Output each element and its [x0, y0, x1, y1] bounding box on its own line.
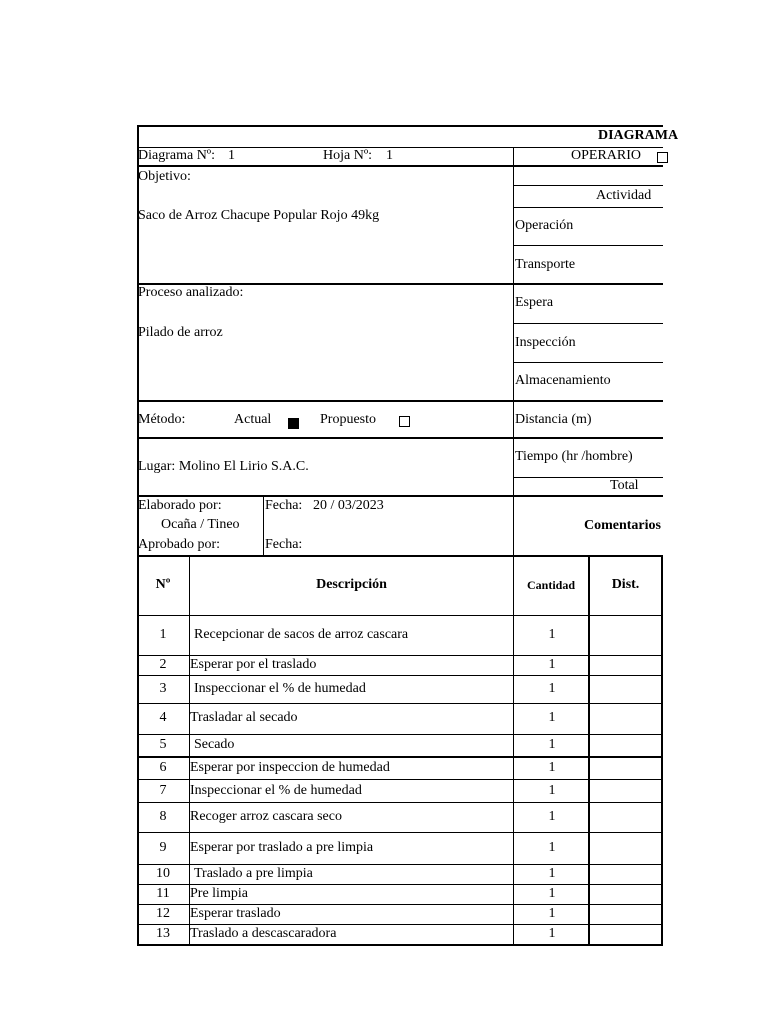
col-header-num: Nº	[155, 577, 171, 592]
row-quantity: 1	[548, 657, 556, 672]
objective-label: Objetivo:	[138, 169, 191, 184]
divider-vertical	[263, 495, 264, 555]
diagram-number: 1	[228, 148, 235, 163]
row-quantity: 1	[548, 866, 556, 881]
method-actual-label: Actual	[234, 412, 272, 427]
divider-vertical	[513, 147, 514, 555]
summary-row-label: Distancia (m)	[515, 412, 592, 427]
row-number: 9	[159, 840, 167, 855]
divider	[513, 362, 663, 363]
divider	[137, 437, 663, 439]
border-bottom	[137, 944, 663, 946]
process-label: Proceso analizado:	[138, 285, 244, 300]
comments-label: Comentarios	[584, 518, 661, 533]
row-line	[137, 756, 663, 758]
summary-row-label: Transporte	[515, 257, 576, 272]
method-proposed-checkbox	[399, 416, 410, 427]
elaborado-label: Elaborado por:	[138, 498, 222, 513]
row-quantity: 1	[548, 710, 556, 725]
row-line	[137, 832, 663, 833]
row-number: 3	[159, 681, 167, 696]
col-line	[513, 555, 514, 946]
row-number: 12	[156, 906, 170, 921]
place-label: Lugar: Molino El Lirio S.A.C.	[138, 459, 309, 474]
fecha-value: 20 / 03/2023	[313, 498, 384, 513]
sheet-number: 1	[386, 148, 393, 163]
operario-label: OPERARIO	[571, 148, 642, 163]
fecha-label: Fecha:	[265, 498, 303, 513]
row-quantity: 1	[548, 783, 556, 798]
process-value: Pilado de arroz	[138, 325, 223, 340]
col-line	[661, 555, 663, 946]
row-number: 8	[159, 809, 167, 824]
summary-row-label: Operación	[515, 218, 574, 233]
diagram-title: DIAGRAMA	[598, 128, 679, 143]
row-quantity: 1	[548, 681, 556, 696]
total-label: Total	[610, 478, 639, 493]
process-diagram-sheet	[137, 125, 679, 946]
row-number: 2	[159, 657, 167, 672]
row-description: Esperar por inspeccion de humedad	[190, 760, 390, 775]
row-description: Pre limpia	[190, 886, 248, 901]
row-quantity: 1	[548, 840, 556, 855]
divider	[513, 245, 663, 246]
row-number: 10	[156, 866, 170, 881]
row-description: Esperar por el traslado	[190, 657, 317, 672]
row-line	[137, 703, 663, 704]
summary-row-label: Almacenamiento	[515, 373, 611, 388]
row-description: Traslado a descascaradora	[190, 926, 337, 941]
row-description: Traslado a pre limpia	[194, 866, 313, 881]
row-number: 1	[159, 627, 167, 642]
elaborado-value: Ocaña / Tineo	[161, 517, 240, 532]
sheet-number-label: Hoja Nº:	[323, 148, 373, 163]
border-top	[137, 125, 663, 127]
row-quantity: 1	[548, 809, 556, 824]
col-header-quantity: Cantidad	[526, 578, 576, 592]
row-number: 4	[159, 710, 167, 725]
row-line	[137, 779, 663, 780]
divider	[513, 477, 663, 478]
row-number: 7	[159, 783, 167, 798]
col-header-description: Descripción	[316, 577, 387, 592]
row-quantity: 1	[548, 886, 556, 901]
row-description: Secado	[194, 737, 235, 752]
row-quantity: 1	[548, 926, 556, 941]
row-line	[137, 734, 663, 735]
row-number: 6	[159, 760, 167, 775]
row-quantity: 1	[548, 760, 556, 775]
activity-header: Actividad	[596, 188, 652, 203]
method-label: Método:	[138, 412, 186, 427]
objective-value: Saco de Arroz Chacupe Popular Rojo 49kg	[138, 208, 380, 223]
summary-row-label: Espera	[515, 295, 554, 310]
divider	[513, 207, 663, 208]
divider	[137, 400, 663, 402]
divider	[137, 555, 663, 557]
row-quantity: 1	[548, 737, 556, 752]
summary-row-label: Tiempo (hr /hombre)	[515, 449, 633, 464]
fecha-label: Fecha:	[265, 537, 303, 552]
method-actual-checkbox	[288, 418, 299, 429]
row-description: Esperar por traslado a pre limpia	[190, 840, 374, 855]
divider	[513, 323, 663, 324]
row-description: Esperar traslado	[190, 906, 281, 921]
row-description: Recepcionar de sacos de arroz cascara	[194, 627, 409, 642]
row-number: 5	[159, 737, 167, 752]
row-number: 11	[156, 886, 170, 901]
row-quantity: 1	[548, 627, 556, 642]
row-line	[137, 615, 663, 616]
row-line	[137, 675, 663, 676]
divider	[137, 165, 663, 167]
row-description: Trasladar al secado	[190, 710, 298, 725]
aprobado-label: Aprobado por:	[138, 537, 221, 552]
method-proposed-label: Propuesto	[320, 412, 376, 427]
row-quantity: 1	[548, 906, 556, 921]
col-header-distance: Dist.	[611, 577, 640, 592]
row-description: Inspeccionar el % de humedad	[190, 783, 362, 798]
summary-row-label: Inspección	[515, 335, 576, 350]
row-line	[137, 802, 663, 803]
row-description: Recoger arroz cascara seco	[190, 809, 342, 824]
divider	[513, 185, 663, 186]
operario-checkbox	[657, 152, 668, 163]
row-description: Inspeccionar el % de humedad	[194, 681, 366, 696]
row-number: 13	[156, 926, 170, 941]
diagram-number-label: Diagrama Nº:	[138, 148, 216, 163]
